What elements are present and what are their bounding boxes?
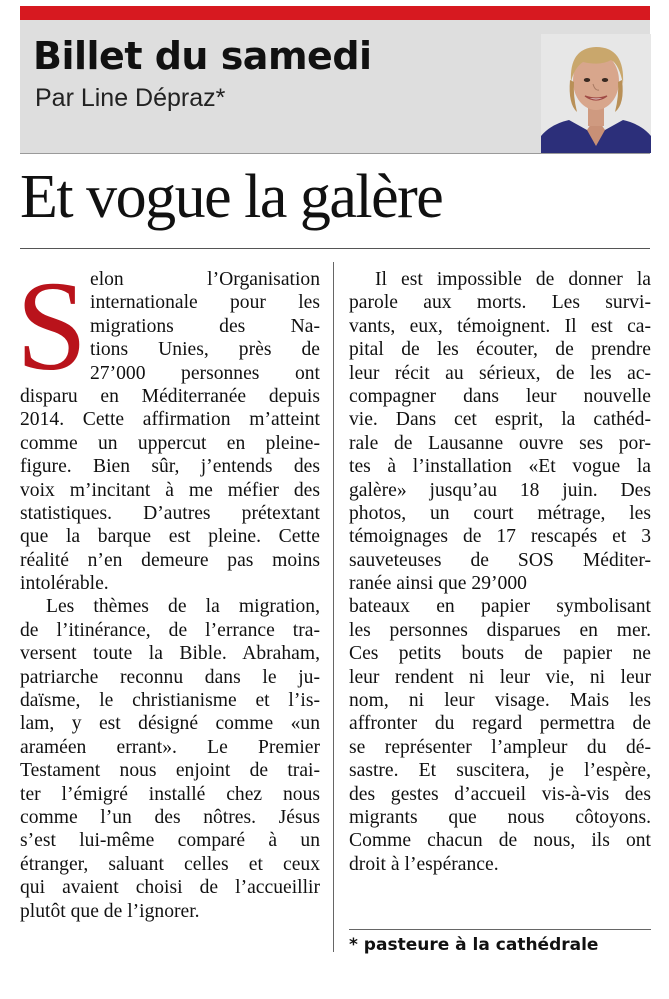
text-line: leur rendent ni leur vie, ni leur bbox=[349, 666, 651, 688]
article-headline: Et vogue la galère bbox=[20, 163, 443, 231]
rubric-title: Billet du samedi bbox=[33, 34, 372, 78]
text-line: daïsme, le christianisme et l’is- bbox=[20, 690, 320, 712]
text-line: réalité n’en demeure pas moins bbox=[20, 549, 320, 571]
text-line: voix m’incitant à me méfier des bbox=[20, 479, 320, 501]
text-line: plutôt que de l’ignorer. bbox=[20, 900, 200, 922]
text-line: parole aux morts. Les survi- bbox=[349, 292, 651, 314]
text-line: internationale pour les bbox=[90, 292, 320, 314]
text-line: vants, eux, témoignent. Il est ca- bbox=[349, 315, 651, 337]
text-line: nom, ni leur visage. Mais les bbox=[349, 690, 651, 712]
footnote-rule bbox=[349, 929, 651, 930]
text-line: comme l’un des nôtres. Jésus bbox=[20, 806, 320, 828]
text-line: migrants que nous côtoyons. bbox=[349, 806, 651, 828]
text-line: lam, y est désigné comme «un bbox=[20, 713, 320, 735]
text-line: sauveteuses de SOS Méditer- bbox=[349, 549, 651, 571]
text-line: disparu en Méditerranée depuis bbox=[20, 385, 320, 407]
text-line: tes à l’installation «Et vogue la bbox=[349, 456, 651, 478]
text-line: statistiques. D’autres prétextant bbox=[20, 502, 320, 524]
text-line: que la barque est pleine. Cette bbox=[20, 526, 320, 548]
text-line: photos, un court métrage, les bbox=[349, 502, 651, 524]
text-line: intolérable. bbox=[20, 573, 109, 595]
text-line: comme un uppercut en pleine- bbox=[20, 432, 320, 454]
text-line: vie. Dans cet esprit, la cathéd- bbox=[349, 409, 651, 431]
author-byline: Par Line Dépraz* bbox=[35, 84, 226, 112]
text-line: qui avaient choisi de l’accueillir bbox=[20, 877, 320, 899]
text-line: galère» jusqu’au 18 juin. Des bbox=[349, 479, 651, 501]
text-line: Ces petits bouts de papier ne bbox=[349, 643, 651, 665]
author-footnote: * pasteure à la cathédrale bbox=[349, 935, 599, 955]
text-line: Les thèmes de la migration, bbox=[46, 596, 320, 618]
text-line: sastre. Et suscitera, je l’espère, bbox=[349, 760, 651, 782]
text-line: de l’itinérance, de l’errance tra- bbox=[20, 619, 320, 641]
text-line: ranée ainsi que 29’000 bbox=[349, 573, 527, 595]
text-line: affronter du regard permettra de bbox=[349, 713, 651, 735]
text-line: ter l’émigré installé chez nous bbox=[20, 783, 320, 805]
text-line: s’est lui-même comparé à un bbox=[20, 830, 320, 852]
author-portrait bbox=[541, 34, 651, 153]
headline-rule bbox=[20, 248, 650, 249]
text-line: Comme chacun de nous, ils ont bbox=[349, 830, 651, 852]
text-line: droit à l’espérance. bbox=[349, 853, 499, 875]
text-line: versent toute la Bible. Abraham, bbox=[20, 643, 320, 665]
article-column-right bbox=[349, 268, 651, 876]
column-header bbox=[20, 20, 650, 154]
text-line: patriarche reconnu dans le ju- bbox=[20, 666, 320, 688]
text-line: araméen errant». Le Premier bbox=[20, 736, 320, 758]
text-line: migrations des Na- bbox=[90, 315, 320, 337]
text-line: 27’000 personnes ont bbox=[90, 362, 320, 384]
text-line: rale de Lausanne ouvre ses por- bbox=[349, 432, 651, 454]
text-line: les personnes disparues en mer. bbox=[349, 619, 651, 641]
article-column-left bbox=[20, 268, 320, 923]
text-line: Il est impossible de donner la bbox=[375, 269, 651, 290]
top-red-bar bbox=[20, 6, 650, 20]
text-line: se représenter l’ampleur du dé- bbox=[349, 736, 651, 758]
text-line: étranger, saluant celles et ceux bbox=[20, 853, 320, 875]
text-line: tions Unies, près de bbox=[90, 339, 320, 361]
text-line: figure. Bien sûr, j’entends des bbox=[20, 456, 320, 478]
text-line: 2014. Cette affirmation m’atteint bbox=[20, 409, 320, 431]
text-line: pital de les écouter, de prendre bbox=[349, 339, 651, 361]
text-line: leur récit au sérieux, de les ac- bbox=[349, 362, 651, 384]
text-line: témoignages de 17 rescapés et 3 bbox=[349, 526, 651, 548]
column-divider bbox=[333, 262, 334, 952]
text-line: compagner dans leur nouvelle bbox=[349, 385, 651, 407]
text-line: des gestes d’accueil vis-à-vis des bbox=[349, 783, 651, 805]
text-line: elon l’Organisation bbox=[90, 269, 320, 290]
drop-cap: S bbox=[16, 255, 88, 397]
text-line: Testament nous enjoint de trai- bbox=[20, 760, 320, 782]
text-line: bateaux en papier symbolisant bbox=[349, 596, 651, 618]
